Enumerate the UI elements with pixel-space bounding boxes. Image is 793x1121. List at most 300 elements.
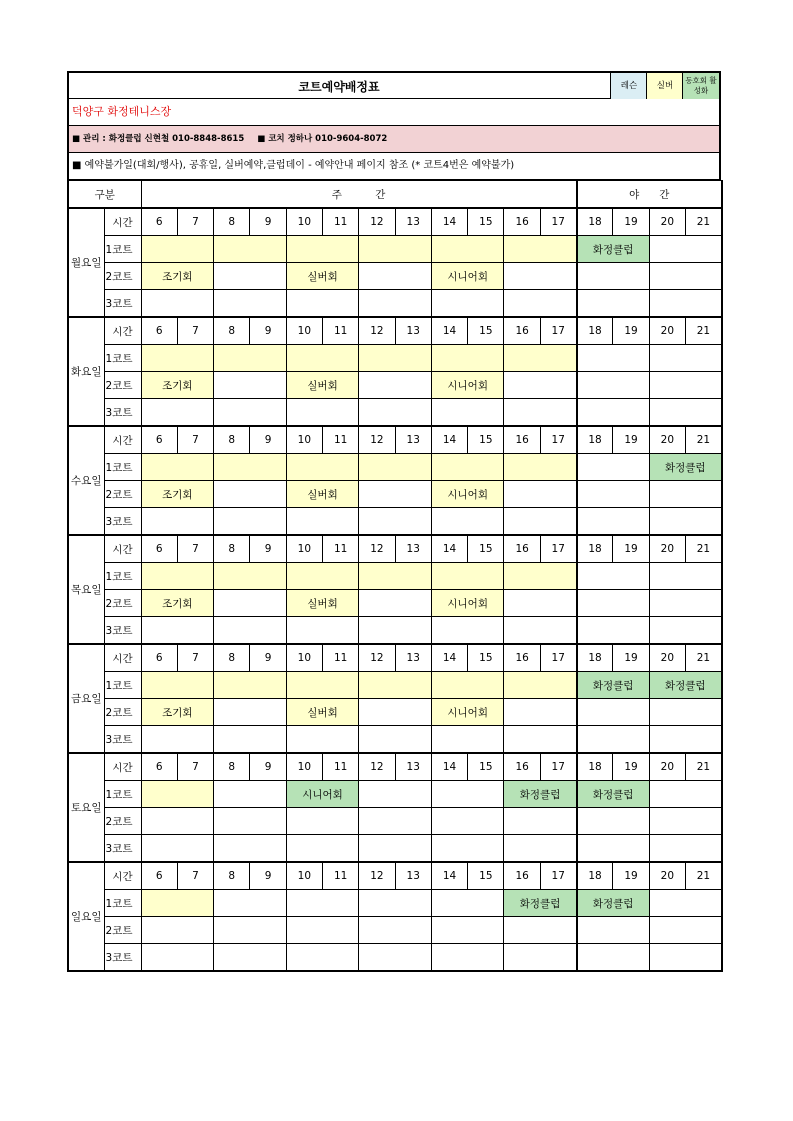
slot-cell[interactable]: 실버회 [286, 263, 359, 290]
hour-cell: 11 [323, 535, 359, 563]
hour-cell: 20 [649, 644, 685, 672]
slot-cell[interactable] [214, 808, 287, 835]
time-label: 시간 [104, 317, 141, 345]
slot-cell[interactable] [577, 508, 650, 536]
court-label: 2코트 [104, 481, 141, 508]
court-label: 2코트 [104, 808, 141, 835]
slot-cell[interactable]: 시니어회 [431, 263, 504, 290]
slot-cell[interactable] [214, 835, 287, 863]
slot-cell[interactable] [504, 236, 577, 263]
slot-cell[interactable] [504, 808, 577, 835]
slot-cell[interactable] [649, 617, 722, 645]
manager-contact: ■ 관리 : 화정클럽 신현철 010-8848-8615 [72, 134, 245, 144]
slot-cell[interactable] [141, 345, 214, 372]
hour-cell: 20 [649, 535, 685, 563]
slot-cell[interactable] [504, 835, 577, 863]
slot-cell[interactable] [649, 563, 722, 590]
court-label: 2코트 [104, 917, 141, 944]
slot-cell[interactable] [214, 399, 287, 427]
slot-cell[interactable] [649, 808, 722, 835]
hour-cell: 15 [468, 753, 504, 781]
slot-cell[interactable] [577, 372, 650, 399]
time-label: 시간 [104, 862, 141, 890]
hour-cell: 17 [540, 753, 576, 781]
slot-cell[interactable] [649, 699, 722, 726]
slot-cell[interactable] [214, 236, 287, 263]
hour-cell: 6 [141, 317, 177, 345]
slot-cell[interactable] [649, 508, 722, 536]
hour-cell: 16 [504, 317, 540, 345]
court-row [68, 726, 722, 754]
slot-cell[interactable] [577, 835, 650, 863]
hour-cell: 10 [286, 426, 322, 454]
slot-cell[interactable] [214, 617, 287, 645]
court-row [68, 808, 722, 835]
slot-cell[interactable] [141, 236, 214, 263]
slot-cell[interactable] [359, 399, 432, 427]
hour-cell: 15 [468, 535, 504, 563]
slot-cell[interactable] [214, 672, 287, 699]
slot-cell[interactable] [141, 672, 214, 699]
hour-cell: 18 [577, 862, 613, 890]
slot-cell[interactable] [214, 917, 287, 944]
slot-cell[interactable]: 조기회 [141, 372, 214, 399]
hour-cell: 19 [613, 426, 649, 454]
court-label: 3코트 [104, 726, 141, 754]
slot-cell[interactable] [431, 508, 504, 536]
slot-cell[interactable] [141, 726, 214, 754]
hour-cell: 17 [540, 208, 576, 236]
day-label: 토요일 [68, 753, 104, 862]
slot-cell[interactable] [649, 372, 722, 399]
hour-cell: 8 [214, 862, 250, 890]
court-row [68, 345, 722, 372]
hour-cell: 9 [250, 644, 286, 672]
hour-cell: 21 [686, 208, 722, 236]
hour-cell: 13 [395, 644, 431, 672]
court-row [68, 590, 722, 617]
hour-cell: 10 [286, 317, 322, 345]
day-label: 목요일 [68, 535, 104, 644]
slot-cell[interactable] [141, 781, 214, 808]
slot-cell[interactable]: 화정클럽 [504, 781, 577, 808]
slot-cell[interactable] [504, 699, 577, 726]
slot-cell[interactable] [431, 454, 504, 481]
hour-cell: 14 [431, 535, 467, 563]
slot-cell[interactable] [141, 890, 214, 917]
slot-cell[interactable]: 조기회 [141, 481, 214, 508]
hour-cell: 11 [323, 208, 359, 236]
venue-name: 덕양구 화정테니스장 [67, 99, 721, 126]
hour-cell: 6 [141, 753, 177, 781]
slot-cell[interactable] [649, 781, 722, 808]
hour-cell: 18 [577, 317, 613, 345]
slot-cell[interactable] [649, 944, 722, 972]
hour-cell: 15 [468, 862, 504, 890]
slot-cell[interactable] [359, 481, 432, 508]
slot-cell[interactable] [504, 345, 577, 372]
slot-cell[interactable] [577, 917, 650, 944]
hour-cell: 7 [177, 426, 213, 454]
court-row [68, 290, 722, 318]
slot-cell[interactable] [141, 508, 214, 536]
hour-cell: 16 [504, 862, 540, 890]
slot-cell[interactable] [286, 808, 359, 835]
slot-cell[interactable] [431, 290, 504, 318]
slot-cell[interactable] [504, 454, 577, 481]
slot-cell[interactable] [286, 236, 359, 263]
slot-cell[interactable] [214, 726, 287, 754]
slot-cell[interactable] [286, 917, 359, 944]
slot-cell[interactable]: 시니어회 [431, 481, 504, 508]
hour-cell: 17 [540, 862, 576, 890]
court-label: 3코트 [104, 617, 141, 645]
slot-cell[interactable] [286, 290, 359, 318]
slot-cell[interactable] [359, 372, 432, 399]
title-row [67, 71, 721, 99]
slot-cell[interactable]: 화정클럽 [577, 672, 650, 699]
slot-cell[interactable] [649, 726, 722, 754]
slot-cell[interactable] [359, 835, 432, 863]
slot-cell[interactable] [431, 399, 504, 427]
slot-cell[interactable] [577, 944, 650, 972]
slot-cell[interactable] [431, 917, 504, 944]
slot-cell[interactable] [504, 617, 577, 645]
slot-cell[interactable] [286, 944, 359, 972]
hour-cell: 12 [359, 317, 395, 345]
day-label: 금요일 [68, 644, 104, 753]
slot-cell[interactable] [286, 835, 359, 863]
slot-cell[interactable] [286, 890, 359, 917]
slot-cell[interactable] [431, 345, 504, 372]
slot-cell[interactable] [504, 508, 577, 536]
court-label: 1코트 [104, 454, 141, 481]
slot-cell[interactable] [359, 726, 432, 754]
court-label: 1코트 [104, 236, 141, 263]
hour-cell: 7 [177, 208, 213, 236]
court-row [68, 563, 722, 590]
slot-cell[interactable] [359, 808, 432, 835]
slot-cell[interactable] [214, 781, 287, 808]
hour-cell: 8 [214, 535, 250, 563]
slot-cell[interactable] [577, 399, 650, 427]
slot-cell[interactable] [214, 890, 287, 917]
hour-cell: 14 [431, 426, 467, 454]
hour-cell: 18 [577, 644, 613, 672]
slot-cell[interactable] [504, 263, 577, 290]
slot-cell[interactable] [577, 699, 650, 726]
slot-cell[interactable] [141, 917, 214, 944]
slot-cell[interactable] [577, 808, 650, 835]
slot-cell[interactable] [286, 454, 359, 481]
slot-cell[interactable]: 조기회 [141, 699, 214, 726]
hour-cell: 8 [214, 208, 250, 236]
slot-cell[interactable] [577, 590, 650, 617]
slot-cell[interactable] [577, 454, 650, 481]
slot-cell[interactable]: 화정클럽 [577, 781, 650, 808]
slot-cell[interactable] [141, 835, 214, 863]
legend-club: 동호회 활성화 [682, 73, 719, 99]
day-label: 일요일 [68, 862, 104, 971]
slot-cell[interactable] [649, 236, 722, 263]
slot-cell[interactable] [649, 481, 722, 508]
slot-cell[interactable] [431, 835, 504, 863]
day-label: 월요일 [68, 208, 104, 317]
slot-cell[interactable] [214, 563, 287, 590]
slot-cell[interactable] [431, 808, 504, 835]
slot-cell[interactable] [359, 890, 432, 917]
hour-cell: 18 [577, 208, 613, 236]
slot-cell[interactable] [504, 672, 577, 699]
court-row [68, 917, 722, 944]
hour-cell: 18 [577, 753, 613, 781]
court-label: 3코트 [104, 835, 141, 863]
slot-cell[interactable] [359, 263, 432, 290]
slot-cell[interactable] [504, 481, 577, 508]
slot-cell[interactable]: 화정클럽 [577, 890, 650, 917]
slot-cell[interactable] [141, 290, 214, 318]
hour-cell: 8 [214, 753, 250, 781]
slot-cell[interactable]: 실버회 [286, 481, 359, 508]
hour-cell: 12 [359, 753, 395, 781]
slot-cell[interactable] [359, 944, 432, 972]
slot-cell[interactable] [649, 835, 722, 863]
slot-cell[interactable]: 화정클럽 [649, 672, 722, 699]
hour-cell: 8 [214, 644, 250, 672]
slot-cell[interactable] [359, 781, 432, 808]
hour-cell: 14 [431, 862, 467, 890]
slot-cell[interactable] [359, 917, 432, 944]
slot-cell[interactable] [431, 890, 504, 917]
court-row [68, 835, 722, 863]
time-label: 시간 [104, 644, 141, 672]
time-row [68, 862, 722, 890]
slot-cell[interactable] [577, 345, 650, 372]
slot-cell[interactable] [359, 508, 432, 536]
slot-cell[interactable] [649, 890, 722, 917]
slot-cell[interactable] [649, 263, 722, 290]
slot-cell[interactable] [431, 781, 504, 808]
hour-cell: 20 [649, 208, 685, 236]
hour-cell: 10 [286, 208, 322, 236]
slot-cell[interactable] [431, 236, 504, 263]
slot-cell[interactable] [359, 345, 432, 372]
slot-cell[interactable] [431, 726, 504, 754]
slot-cell[interactable] [286, 508, 359, 536]
slot-cell[interactable] [504, 917, 577, 944]
slot-cell[interactable] [504, 944, 577, 972]
court-label: 2코트 [104, 372, 141, 399]
slot-cell[interactable] [504, 290, 577, 318]
slot-cell[interactable] [359, 672, 432, 699]
slot-cell[interactable] [286, 345, 359, 372]
slot-cell[interactable] [649, 399, 722, 427]
slot-cell[interactable] [214, 590, 287, 617]
hour-cell: 15 [468, 426, 504, 454]
hour-cell: 10 [286, 753, 322, 781]
time-row [68, 753, 722, 781]
slot-cell[interactable] [141, 808, 214, 835]
hour-cell: 15 [468, 644, 504, 672]
court-label: 1코트 [104, 890, 141, 917]
slot-cell[interactable] [431, 944, 504, 972]
slot-cell[interactable] [141, 617, 214, 645]
hour-cell: 15 [468, 208, 504, 236]
slot-cell[interactable] [649, 290, 722, 318]
slot-cell[interactable] [649, 345, 722, 372]
nighttime-header: 야 간 [577, 181, 722, 209]
slot-cell[interactable] [359, 590, 432, 617]
slot-cell[interactable] [286, 672, 359, 699]
hour-cell: 7 [177, 317, 213, 345]
slot-cell[interactable] [359, 290, 432, 318]
hour-cell: 16 [504, 208, 540, 236]
slot-cell[interactable]: 조기회 [141, 263, 214, 290]
hour-cell: 16 [504, 753, 540, 781]
hour-cell: 7 [177, 753, 213, 781]
slot-cell[interactable] [214, 699, 287, 726]
hour-cell: 14 [431, 753, 467, 781]
hour-cell: 12 [359, 426, 395, 454]
slot-cell[interactable]: 시니어회 [286, 781, 359, 808]
slot-cell[interactable] [141, 944, 214, 972]
legend-silver: 실버 [646, 73, 683, 99]
court-row [68, 263, 722, 290]
hour-cell: 7 [177, 862, 213, 890]
hour-cell: 13 [395, 317, 431, 345]
hour-cell: 13 [395, 208, 431, 236]
slot-cell[interactable] [577, 617, 650, 645]
legend-lesson: 레슨 [610, 73, 647, 99]
hour-cell: 13 [395, 535, 431, 563]
hour-cell: 6 [141, 862, 177, 890]
slot-cell[interactable] [359, 236, 432, 263]
hour-cell: 8 [214, 426, 250, 454]
slot-cell[interactable] [141, 454, 214, 481]
slot-cell[interactable] [214, 508, 287, 536]
hour-cell: 9 [250, 862, 286, 890]
hour-cell: 7 [177, 644, 213, 672]
slot-cell[interactable] [504, 726, 577, 754]
slot-cell[interactable]: 실버회 [286, 590, 359, 617]
hour-cell: 19 [613, 208, 649, 236]
court-row [68, 781, 722, 808]
hour-cell: 13 [395, 426, 431, 454]
hour-cell: 17 [540, 535, 576, 563]
hour-cell: 16 [504, 426, 540, 454]
hour-cell: 20 [649, 862, 685, 890]
slot-cell[interactable] [431, 672, 504, 699]
time-row [68, 535, 722, 563]
notice-text: ■ 예약불가일(대회/행사), 공휴일, 실버예약,클럽데이 - 예약안내 페이지 참조 (* 코트4번은 예약불가) [67, 153, 721, 180]
slot-cell[interactable] [214, 372, 287, 399]
hour-cell: 19 [613, 535, 649, 563]
slot-cell[interactable]: 조기회 [141, 590, 214, 617]
court-row [68, 372, 722, 399]
hour-cell: 10 [286, 862, 322, 890]
slot-cell[interactable] [214, 481, 287, 508]
slot-cell[interactable]: 화정클럽 [649, 454, 722, 481]
slot-cell[interactable] [431, 563, 504, 590]
court-label: 1코트 [104, 672, 141, 699]
slot-cell[interactable]: 시니어회 [431, 372, 504, 399]
hour-cell: 12 [359, 208, 395, 236]
hour-cell: 21 [686, 644, 722, 672]
slot-cell[interactable]: 실버회 [286, 699, 359, 726]
court-label: 3코트 [104, 290, 141, 318]
hour-cell: 20 [649, 317, 685, 345]
slot-cell[interactable] [286, 726, 359, 754]
slot-cell[interactable]: 실버회 [286, 372, 359, 399]
slot-cell[interactable]: 화정클럽 [577, 236, 650, 263]
slot-cell[interactable] [214, 263, 287, 290]
hour-cell: 11 [323, 426, 359, 454]
slot-cell[interactable] [359, 617, 432, 645]
hour-cell: 16 [504, 644, 540, 672]
slot-cell[interactable] [214, 454, 287, 481]
time-label: 시간 [104, 535, 141, 563]
page-title: 코트예약배정표 [298, 80, 380, 94]
hour-cell: 21 [686, 535, 722, 563]
slot-cell[interactable] [649, 590, 722, 617]
court-label: 1코트 [104, 781, 141, 808]
hour-cell: 14 [431, 208, 467, 236]
slot-cell[interactable] [504, 399, 577, 427]
hour-cell: 7 [177, 535, 213, 563]
slot-cell[interactable]: 시니어회 [431, 699, 504, 726]
time-row [68, 426, 722, 454]
slot-cell[interactable]: 시니어회 [431, 590, 504, 617]
slot-cell[interactable] [359, 563, 432, 590]
slot-cell[interactable] [431, 617, 504, 645]
hour-cell: 9 [250, 753, 286, 781]
slot-cell[interactable] [504, 590, 577, 617]
slot-cell[interactable] [577, 481, 650, 508]
slot-cell[interactable] [504, 372, 577, 399]
slot-cell[interactable] [141, 563, 214, 590]
slot-cell[interactable] [504, 563, 577, 590]
court-label: 2코트 [104, 699, 141, 726]
court-label: 2코트 [104, 590, 141, 617]
slot-cell[interactable] [286, 399, 359, 427]
court-label: 3코트 [104, 399, 141, 427]
slot-cell[interactable] [577, 726, 650, 754]
day-label: 화요일 [68, 317, 104, 426]
hour-cell: 18 [577, 535, 613, 563]
court-label: 1코트 [104, 345, 141, 372]
court-label: 1코트 [104, 563, 141, 590]
court-row [68, 699, 722, 726]
court-row [68, 454, 722, 481]
slot-cell[interactable] [577, 290, 650, 318]
slot-cell[interactable] [286, 617, 359, 645]
slot-cell[interactable] [214, 944, 287, 972]
slot-cell[interactable] [649, 917, 722, 944]
slot-cell[interactable] [141, 399, 214, 427]
slot-cell[interactable] [214, 290, 287, 318]
hour-cell: 21 [686, 426, 722, 454]
hour-cell: 21 [686, 753, 722, 781]
slot-cell[interactable] [214, 345, 287, 372]
slot-cell[interactable] [577, 263, 650, 290]
slot-cell[interactable] [577, 563, 650, 590]
hour-cell: 13 [395, 753, 431, 781]
slot-cell[interactable] [359, 454, 432, 481]
slot-cell[interactable]: 화정클럽 [504, 890, 577, 917]
slot-cell[interactable] [359, 699, 432, 726]
time-label: 시간 [104, 426, 141, 454]
slot-cell[interactable] [286, 563, 359, 590]
